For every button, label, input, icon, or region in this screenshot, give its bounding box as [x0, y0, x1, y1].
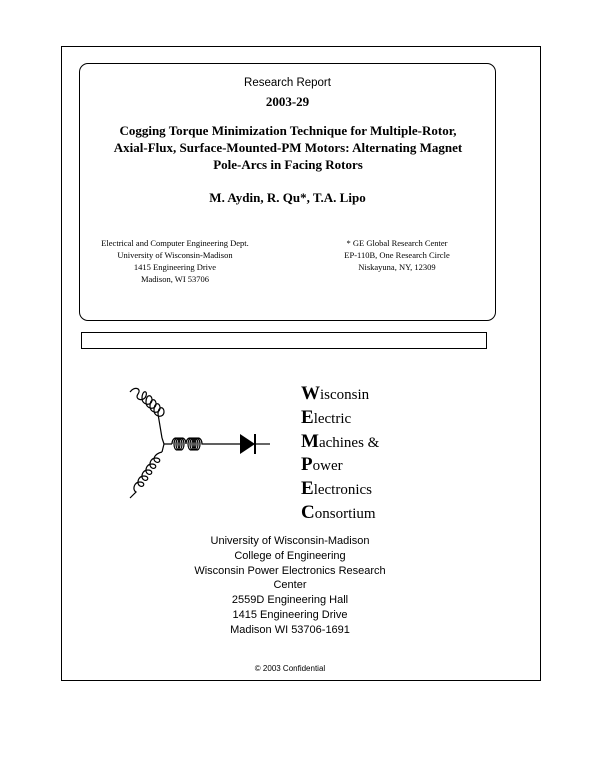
consortium-line: [301, 454, 379, 478]
lower-coil: [130, 452, 162, 498]
consortium-line: [301, 383, 379, 407]
consortium-initial: M: [301, 430, 319, 452]
affiliation-line: University of Wisconsin-Madison: [117, 250, 233, 260]
consortium-word: lectric: [313, 410, 352, 427]
consortium-word: onsortium: [314, 505, 376, 522]
affiliation-line: * GE Global Research Center: [346, 238, 448, 248]
affiliation-uw: [90, 237, 260, 285]
divider-bar: [81, 332, 487, 349]
consortium-initial: E: [301, 478, 314, 500]
right-coil: [172, 438, 216, 450]
address-line: Wisconsin Power Electronics Research: [194, 564, 386, 577]
center-node: [162, 438, 172, 452]
affiliation-line: Electrical and Computer Engineering Dept.: [101, 238, 249, 248]
address-line: 1415 Engineering Drive: [232, 608, 348, 621]
paper-title-line: Pole-Arcs in Facing Rotors: [213, 157, 363, 172]
affiliation-line: Madison, WI 53706: [140, 274, 210, 284]
affiliation-ge: [312, 237, 482, 273]
consortium-initial: P: [301, 454, 313, 476]
diode-triangle: [240, 434, 255, 454]
consortium-word: ower: [312, 458, 343, 475]
consortium-line: [301, 407, 379, 431]
copyright-footer: © 2003 Confidential: [254, 664, 326, 673]
paper-title-line: Axial-Flux, Surface-Mounted-PM Motors: Alternating Magnet: [113, 140, 463, 155]
address-line: Center: [273, 579, 307, 592]
affiliation-line: 1415 Engineering Drive: [133, 262, 217, 272]
consortium-line: [301, 478, 379, 502]
upper-coil: [130, 388, 164, 438]
address-line: Madison WI 53706-1691: [230, 623, 350, 636]
consortium-word: lectronics: [313, 482, 372, 499]
consortium-initial: W: [301, 383, 320, 404]
consortium-initial: C: [301, 501, 315, 523]
consortium-line: [301, 502, 379, 526]
address-line: College of Engineering: [234, 549, 346, 562]
report-number: 2003-29: [265, 94, 310, 109]
consortium-word: isconsin: [320, 387, 370, 403]
institution-address: [150, 534, 430, 638]
affiliation-line: Niskayuna, NY, 12309: [358, 262, 436, 272]
consortium-line: [301, 431, 379, 455]
paper-title: [98, 122, 478, 173]
address-line: University of Wisconsin-Madison: [210, 535, 370, 547]
consortium-initial: E: [301, 406, 314, 428]
consortium-word: achines &: [318, 434, 380, 451]
address-line: 2559D Engineering Hall: [231, 594, 349, 607]
affiliation-line: EP-110B, One Research Circle: [344, 250, 450, 260]
authors: M. Aydin, R. Qu*, T.A. Lipo: [209, 190, 366, 205]
paper-title-line: Cogging Torque Minimization Technique for Multiple-Rotor,: [119, 123, 457, 138]
consortium-name: [301, 383, 379, 526]
wye-inductor-diode-icon: [120, 380, 280, 510]
report-label: Research Report: [244, 77, 331, 89]
